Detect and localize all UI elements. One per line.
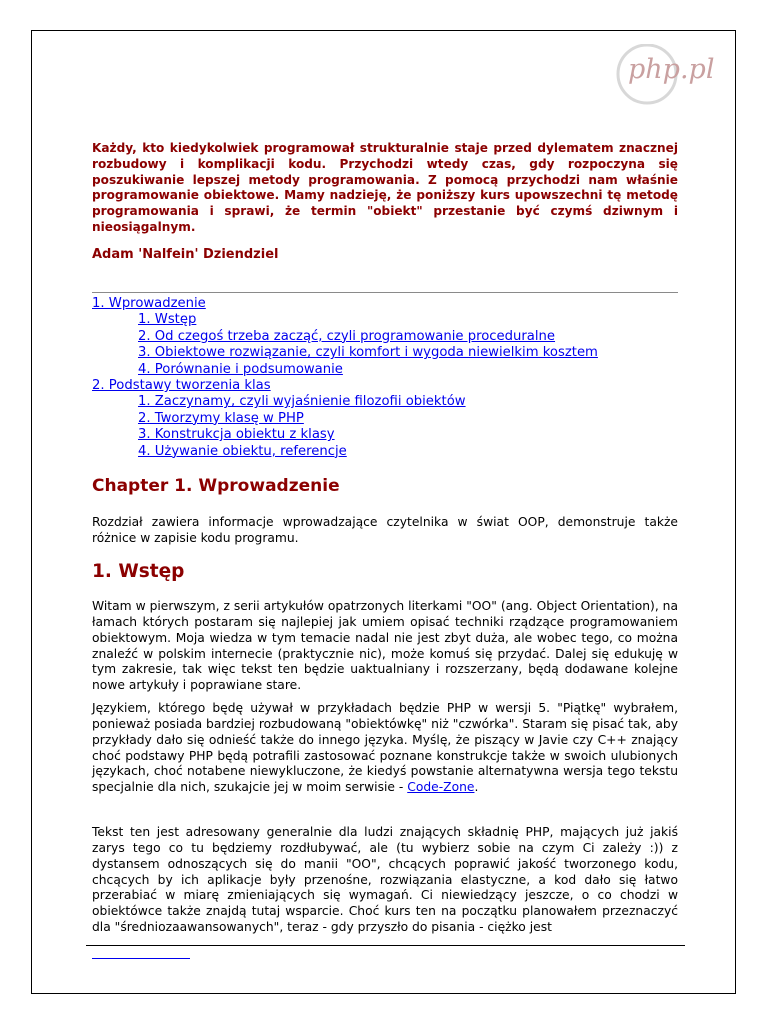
toc-link-ch1-3[interactable]: 3. Obiektowe rozwiązanie, czyli komfort i wygoda niewielkim kosztem bbox=[138, 345, 598, 361]
paragraph-2-text: Językiem, którego będę używał w przykładach będzie PHP w wersji 5. "Piątkę" wybrałem, ponieważ posiada bardziej rozbudowaną "obiektówkę" niż "czwórka". Staram się pisać tak, aby przykłady dało się odnieść także do innego języka. Myślę, że piszący w Javie czy C++ znający choć podstawy PHP będą potrafili zastosować poznane konstrukcje także w swoich ulubionych językach, choć notabene niewykluczone, że kiedyś powstanie alternatywna wersja tego tekstu specjalnie dla nich, szukajcie jej w moim serwisie - bbox=[92, 701, 678, 795]
toc-link-ch1-1[interactable]: 1. Wstęp bbox=[138, 312, 197, 328]
toc-divider bbox=[92, 292, 678, 293]
toc-chapter-1 bbox=[92, 296, 678, 312]
logo-text: php.pl bbox=[628, 54, 715, 85]
paragraph-1: Witam w pierwszym, z serii artykułów opatrzonych literkami "OO" (ang. Object Orientation), na łamach których postaram się najlepiej jak umiem opisać techniki rządzące programowaniem obiektowym. Moja wiedza w tym temacie nadal nie jest zbyt duża, ale wobec tego, co można znaleźć w polskim internecie (praktycznie nic), może komuś się przydać. Dalej się edukuję w tym zakresie, tak więc tekst ten będzie uaktualniany i rozszerzany, będą dodawane kolejne nowe artykuły i poprawiane stare. bbox=[92, 599, 678, 693]
code-zone-link[interactable]: Code-Zone bbox=[407, 780, 475, 795]
php-pl-logo bbox=[615, 44, 733, 110]
toc-link-ch2-1[interactable]: 1. Zaczynamy, czyli wyjaśnienie filozofii obiektów bbox=[138, 394, 466, 410]
toc-link-ch2[interactable]: 2. Podstawy tworzenia klas bbox=[92, 378, 271, 394]
toc-link-ch2-2[interactable]: 2. Tworzymy klasę w PHP bbox=[138, 410, 304, 426]
chapter-description: Rozdział zawiera informacje wprowadzające czytelnika w świat OOP, demonstruje także różnice w zapisie kodu programu. bbox=[92, 515, 678, 545]
section-title: 1. Wstęp bbox=[92, 561, 185, 582]
toc-link-ch1[interactable]: 1. Wprowadzenie bbox=[92, 296, 206, 311]
chapter-title: Chapter 1. Wprowadzenie bbox=[92, 476, 340, 496]
author-name: Adam 'Nalfein' Dziendziel bbox=[92, 247, 279, 262]
toc-chapter-2 bbox=[92, 378, 678, 394]
toc-link-ch1-4[interactable]: 4. Porównanie i podsumowanie bbox=[138, 361, 343, 377]
table-of-contents bbox=[92, 296, 678, 460]
paragraph-2 bbox=[92, 701, 678, 796]
paragraph-2-end: . bbox=[474, 780, 479, 795]
toc-link-ch2-3[interactable]: 3. Konstrukcja obiektu z klasy bbox=[138, 427, 335, 443]
footer-divider bbox=[86, 945, 685, 946]
footnote-rule bbox=[92, 958, 190, 959]
paragraph-3: Tekst ten jest adresowany generalnie dla ludzi znających składnię PHP, mających już jakiś zarys tego co tu będziemy rozdłubywać, ale (tu wybierz sobie na czym Ci zależy :)) z dystansem odnoszących się do manii "OO", chcących poprawić jakość tworzonego kodu, chcących by ich aplikacje były przenośne, rozwiązania elastyczne, a kod dało się łatwo przerabiać w miarę zmieniających się wymagań. Ci niewiedzący jeszcze, o co chodzi w obiektówce także znajdą tutaj wsparcie. Choć kurs ten na początku planowałem przeznaczyć dla "średniozaawansowanych", teraz - gdy przyszło do pisania - ciężko jest bbox=[92, 825, 678, 935]
toc-link-ch1-2[interactable]: 2. Od czegoś trzeba zacząć, czyli programowanie proceduralne bbox=[138, 328, 556, 344]
intro-text: Każdy, kto kiedykolwiek programował strukturalnie staje przed dylematem znacznej rozbudowy i komplikacji kodu. Przychodzi wtedy czas, gdy rozpoczyna się poszukiwanie lepszej metody programowania. Z pomocą przychodzi nam właśnie programowanie obiektowe. Mamy nadzieję, że poniższy kurs upowszechni tę metodę programowania i sprawi, że termin "obiekt" przestanie być czymś dziwnym i nieosiągalnym. bbox=[92, 141, 678, 234]
toc-link-ch2-4[interactable]: 4. Używanie obiektu, referencje bbox=[138, 443, 347, 459]
document-page bbox=[31, 30, 736, 994]
